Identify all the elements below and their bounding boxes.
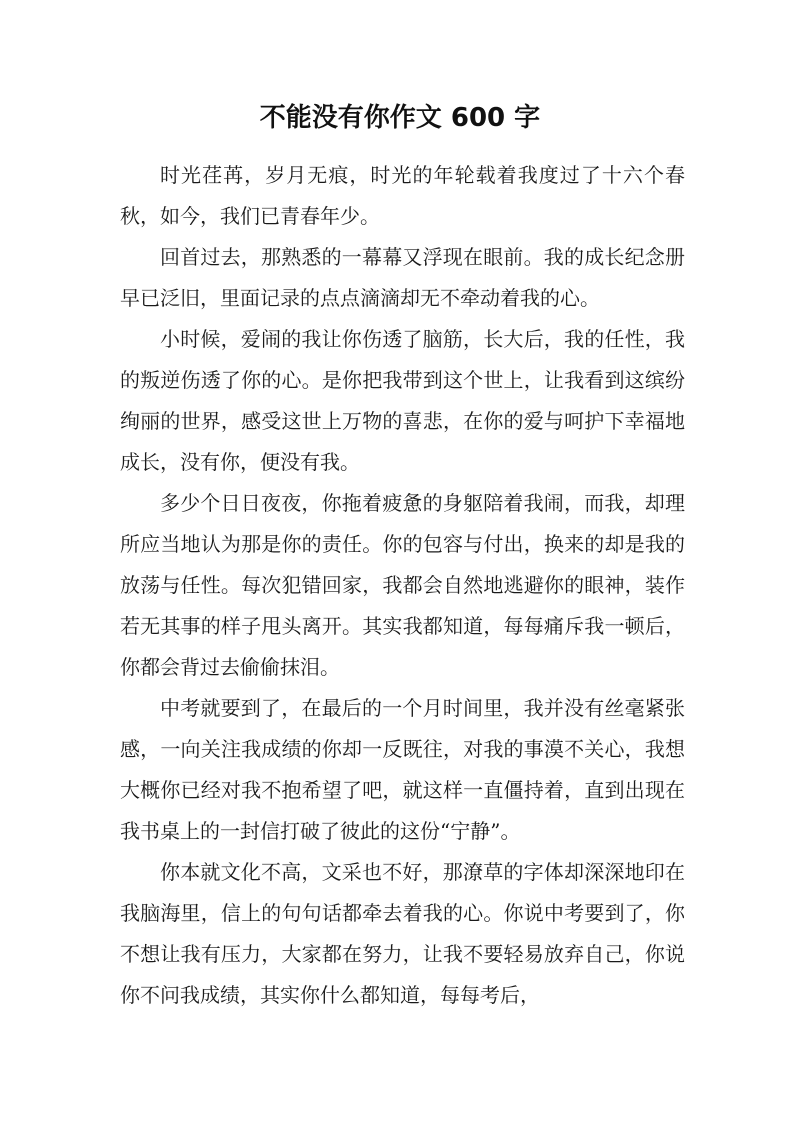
paragraph: 小时候，爱闹的我让你伤透了脑筋，长大后，我的任性，我的叛逆伤透了你的心。是你把我带到这个世上，让我看到这缤纷绚丽的世界，感受这世上万物的喜悲，在你的爱与呵护下幸福地成长，没有你，便没有我。 (120, 327, 685, 474)
paragraph: 多少个日日夜夜，你拖着疲惫的身躯陪着我闹，而我，却理所应当地认为那是你的责任。你的包容与付出，换来的却是我的放荡与任性。每次犯错回家，我都会自然地逃避你的眼神，装作若无其事的样子甩头离开。其实我都知道，每每痛斥我一顿后，你都会背过去偷偷抹泪。 (120, 491, 685, 679)
paragraph: 时光荏苒，岁月无痕，时光的年轮载着我度过了十六个春秋，如今，我们已青春年少。 (120, 163, 685, 228)
document-body (120, 155, 685, 1016)
paragraph: 你本就文化不高，文采也不好，那潦草的字体却深深地印在我脑海里，信上的句句话都牵去着我的心。你说中考要到了，你不想让我有压力，大家都在努力，让我不要轻易放弃自己，你说你不问我成绩，其实你什么都知道，每每考后， (120, 860, 685, 1007)
document-title: 不能没有你作文 600 字 (259, 103, 541, 133)
paragraph: 回首过去，那熟悉的一幕幕又浮现在眼前。我的成长纪念册早已泛旧，里面记录的点点滴滴却无不牵动着我的心。 (120, 245, 685, 310)
paragraph: 中考就要到了，在最后的一个月时间里，我并没有丝毫紧张感，一向关注我成绩的你却一反既往，对我的事漠不关心，我想大概你已经对我不抱希望了吧，就这样一直僵持着，直到出现在我书桌上的一封信打破了彼此的这份“宁静”。 (120, 696, 685, 843)
